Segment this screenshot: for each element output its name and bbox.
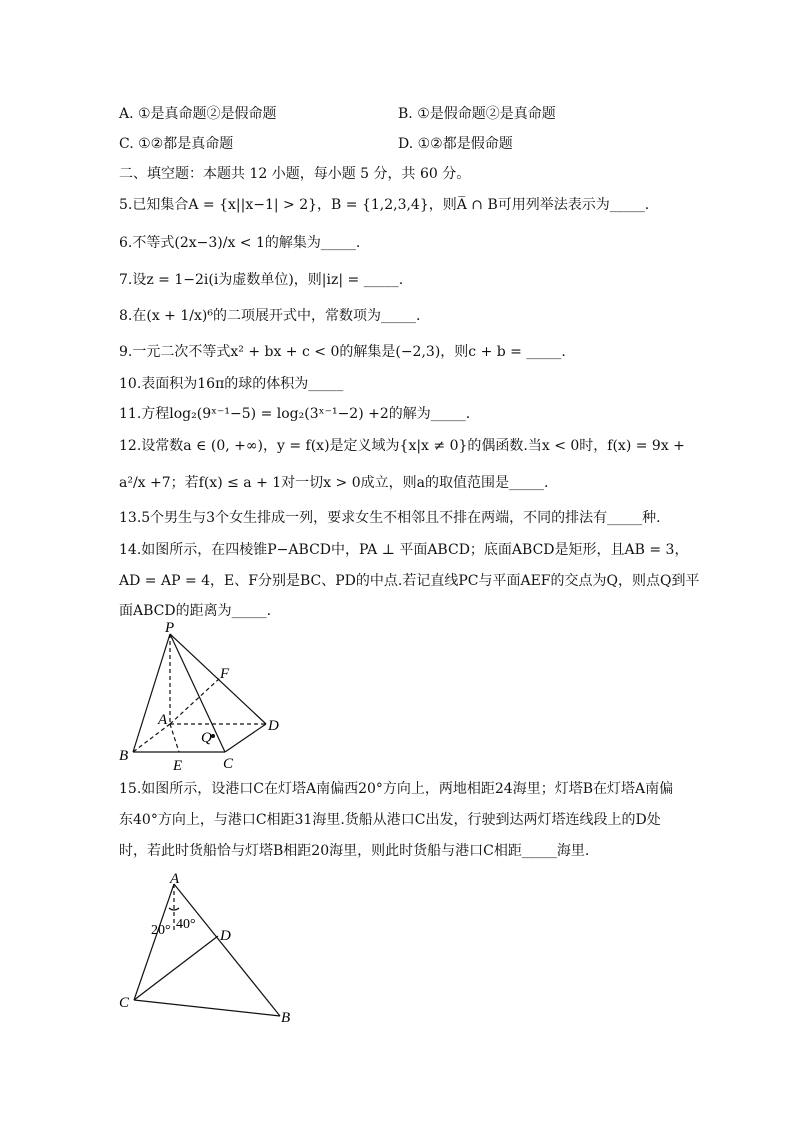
choice-a: A. ①是真命题②是假命题 xyxy=(119,106,277,122)
label-q: Q xyxy=(201,730,212,746)
label-f: F xyxy=(220,666,230,682)
label-p: P xyxy=(165,620,175,636)
label-a2: A xyxy=(170,871,180,887)
label-b: B xyxy=(119,748,129,764)
angle-40: 40° xyxy=(176,917,196,932)
label-a: A xyxy=(158,712,168,728)
label-b2: B xyxy=(281,1010,291,1026)
question-8: 8.在(x + 1/x)⁶的二项展开式中，常数项为_____. xyxy=(119,308,421,324)
choice-c: C. ①②都是真命题 xyxy=(119,136,234,152)
pyramid-figure xyxy=(110,620,300,775)
question-13: 13.5个男生与3个女生排成一列，要求女生不相邻且不排在两端，不同的排法有_____种. xyxy=(119,510,661,526)
question-15-line2: 东40°方向上，与港口C相距31海里.货船从港口C出发，行驶到达两灯塔连线段上的D处 xyxy=(119,812,661,828)
label-d: D xyxy=(268,718,279,734)
label-e: E xyxy=(173,758,183,774)
question-9: 9.一元二次不等式x² + bx + c < 0的解集是(−2,3)，则c + b = _____. xyxy=(119,344,566,360)
question-6: 6.不等式(2x−3)/x < 1的解集为_____. xyxy=(119,235,361,251)
triangle-figure xyxy=(115,870,305,1030)
question-14-line1: 14.如图所示，在四棱锥P−ABCD中，PA ⊥ 平面ABCD；底面ABCD是矩形，且AB = 3， xyxy=(119,542,689,558)
label-d2: D xyxy=(220,928,231,944)
question-11: 11.方程log₂(9ˣ⁻¹−5) = log₂(3ˣ⁻¹−2) +2的解为_____. xyxy=(119,406,471,422)
label-c: C xyxy=(223,756,234,772)
question-15-line3: 时，若此时货船恰与灯塔B相距20海里，则此时货船与港口C相距_____海里. xyxy=(119,843,590,859)
question-14-line2: AD = AP = 4，E、F分别是BC、PD的中点.若记直线PC与平面AEF的交点为Q，则点Q到平 xyxy=(119,573,700,589)
choice-b: B. ①是假命题②是真命题 xyxy=(398,106,556,122)
question-7: 7.设z = 1−2i(i为虚数单位)，则|iz| = _____. xyxy=(119,272,404,288)
choice-d: D. ①②都是假命题 xyxy=(398,136,513,152)
question-12-line1: 12.设常数a ∈ (0, +∞)，y = f(x)是定义域为{x|x ≠ 0}的偶函数.当x < 0时，f(x) = 9x + xyxy=(119,438,685,454)
question-10: 10.表面积为16π的球的体积为_____ xyxy=(119,376,344,392)
question-15-line1: 15.如图所示，设港口C在灯塔A南偏西20°方向上，两地相距24海里；灯塔B在灯塔A南偏 xyxy=(119,781,674,797)
question-14-line3: 面ABCD的距离为_____. xyxy=(119,603,272,619)
section-heading: 二、填空题：本题共 12 小题，每小题 5 分，共 60 分。 xyxy=(119,166,471,182)
question-12-line2: a²/x +7；若f(x) ≤ a + 1对一切x > 0成立，则a的取值范围是_____. xyxy=(119,475,549,491)
question-5: 5.已知集合A = {x||x−1| > 2}，B = {1,2,3,4}，则A̅ ∩ B可用列举法表示为_____. xyxy=(119,197,650,213)
angle-20: 20° xyxy=(151,923,171,938)
label-c2: C xyxy=(119,995,130,1011)
